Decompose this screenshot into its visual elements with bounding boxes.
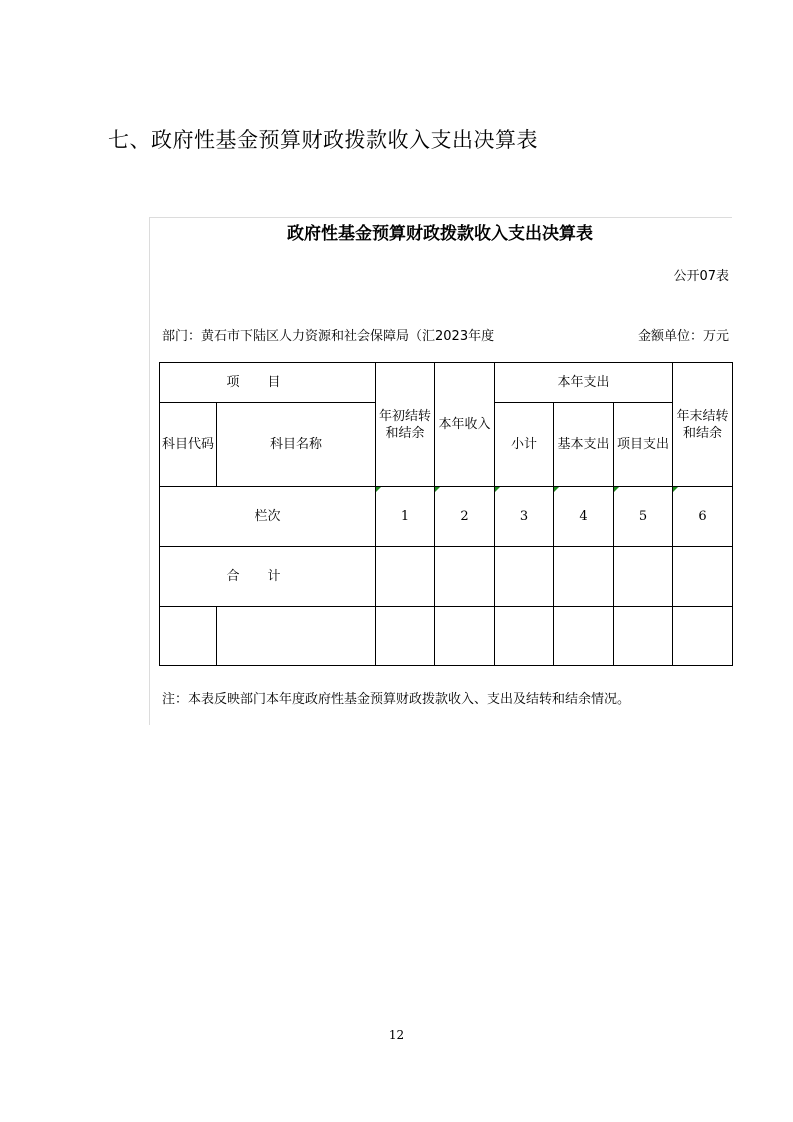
table-note: 注：本表反映部门本年度政府性基金预算财政拨款收入、支出及结转和结余情况。: [162, 692, 631, 707]
total-cell: [614, 547, 673, 607]
amount-unit-label: 金额单位：万元: [637, 329, 729, 344]
column-number: 6: [698, 509, 707, 524]
table-title: 政府性基金预算财政拨款收入支出决算表: [287, 224, 593, 244]
column-number-cell: [673, 487, 733, 547]
header-name: 科目名称: [217, 403, 376, 487]
column-number-cell: [435, 487, 495, 547]
total-cell: [495, 547, 554, 607]
budget-table: [159, 362, 733, 666]
header-row-1: [160, 363, 733, 403]
column-number-cell: [376, 487, 435, 547]
cell-flag-icon: [495, 487, 500, 492]
header-subtotal: 小计: [495, 403, 554, 487]
data-cell: [614, 607, 673, 666]
total-label-cell: [160, 547, 376, 607]
column-row-label: 栏次: [160, 487, 376, 547]
header-begin-balance: 年初结转和结余: [376, 363, 435, 487]
data-cell: [554, 607, 614, 666]
department-label: 部门：黄石市下陆区人力资源和社会保障局（汇2023年度: [162, 329, 495, 344]
data-cell: [376, 607, 435, 666]
data-cell: [435, 607, 495, 666]
cell-flag-icon: [376, 487, 381, 492]
column-number: 1: [400, 509, 410, 524]
frame-left-border: [149, 217, 150, 725]
column-number: 5: [638, 509, 648, 524]
header-end-balance: 年末结转和结余: [673, 363, 733, 487]
total-label: 合计: [226, 569, 309, 584]
column-number-cell: [495, 487, 554, 547]
data-cell: [673, 607, 733, 666]
total-cell: [435, 547, 495, 607]
cell-flag-icon: [554, 487, 559, 492]
column-number-cell: [614, 487, 673, 547]
header-expense: 本年支出: [495, 363, 673, 403]
column-number-cell: [554, 487, 614, 547]
header-project: 项目支出: [614, 403, 673, 487]
total-row: [160, 547, 733, 607]
header-item: [160, 363, 376, 403]
column-number: 2: [460, 509, 469, 524]
frame-top-border: [149, 217, 732, 218]
column-number-row: [160, 487, 733, 547]
column-number: 3: [519, 509, 529, 524]
header-income: 本年收入: [435, 363, 495, 487]
data-cell-name: [217, 607, 376, 666]
section-heading: 七、政府性基金预算财政拨款收入支出决算表: [108, 128, 538, 152]
total-cell: [554, 547, 614, 607]
cell-flag-icon: [435, 487, 440, 492]
cell-flag-icon: [673, 487, 678, 492]
header-basic: 基本支出: [554, 403, 614, 487]
total-cell: [673, 547, 733, 607]
column-number: 4: [579, 509, 588, 524]
page-number: 12: [388, 1028, 405, 1042]
data-cell-code: [160, 607, 217, 666]
header-item-label: 项目: [226, 375, 309, 390]
cell-flag-icon: [614, 487, 619, 492]
total-cell: [376, 547, 435, 607]
form-number: 公开07表: [673, 269, 729, 284]
data-cell: [495, 607, 554, 666]
empty-data-row: [160, 607, 733, 666]
header-code: 科目代码: [160, 403, 217, 487]
